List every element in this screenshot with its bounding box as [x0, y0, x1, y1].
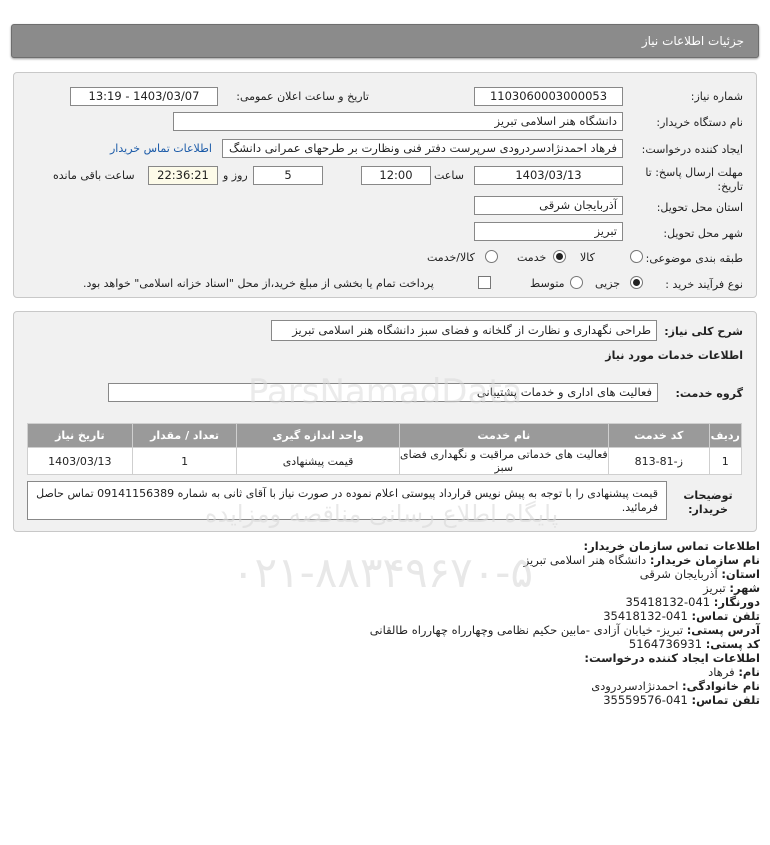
creator-phone-line: تلفن تماس: 041-35559576: [603, 693, 760, 707]
category-label: طبقه بندی موضوعی:: [645, 252, 743, 265]
category-radio-goods[interactable]: [630, 250, 643, 263]
province-field: آذربایجان شرقی: [474, 196, 623, 215]
buyer-notes-field: قیمت پیشنهادی را با توجه به پیش نویس قرارداد پیوستی اعلام نموده در صورت نیاز با آقای ثانی به شماره 09141156389 تماس حاصل فرمائید.: [27, 481, 667, 520]
cell-row: 1: [709, 448, 741, 475]
col-header-unit: واحد اندازه گیری: [237, 424, 399, 448]
category-option-goods: کالا: [580, 251, 595, 264]
table-row: [28, 448, 742, 475]
watermark-phone: ۰۲۱-۸۸۳۴۹۶۷۰-۵: [232, 548, 534, 597]
org-contact-title: اطلاعات تماس سازمان خریدار:: [583, 539, 760, 553]
deadline-label: مهلت ارسال پاسخ: تا تاریخ:: [645, 166, 743, 193]
col-header-code: کد خدمت: [609, 424, 710, 448]
deadline-date-field: 1403/03/13: [474, 166, 623, 185]
process-option-minor: جزیی: [595, 277, 621, 290]
days-remaining-field: 5: [253, 166, 323, 185]
deadline-time-field: 12:00: [361, 166, 431, 185]
org-address-line: آدرس پستی: تبریز- خیابان آزادی -مابین حکیم نظامی وچهارراه چهارراه طالقانی: [369, 623, 760, 637]
creator-label: ایجاد کننده درخواست:: [641, 143, 743, 156]
province-label: استان محل تحویل:: [656, 201, 743, 214]
announce-datetime-field: 1403/03/07 - 13:19: [70, 87, 218, 106]
time-remaining-label: ساعت باقی مانده: [53, 169, 135, 182]
buyer-notes-label: توضیحات خریدار:: [683, 489, 733, 516]
creator-field: فرهاد احمدنژادسردرودی سرپرست دفتر فنی ونظارت بر طرحهای عمرانی دانشگ: [222, 139, 623, 158]
city-field: تبریز: [474, 222, 623, 241]
treasury-checkbox[interactable]: [478, 276, 491, 289]
deadline-time-label: ساعت: [434, 169, 464, 182]
treasury-note: پرداخت تمام یا بخشی از مبلغ خرید،از محل "اسناد خزانه اسلامی" خواهد بود.: [83, 277, 434, 290]
col-header-qty: تعداد / مقدار: [132, 424, 237, 448]
summary-field: طراحی نگهداری و نظارت از گلخانه و فضای سبز دانشگاه هنر اسلامی تبریز: [271, 320, 657, 341]
col-header-row: ردیف: [709, 424, 741, 448]
cell-code: ز-81-813: [609, 448, 710, 475]
summary-label: شرح کلی نیاز:: [664, 325, 743, 338]
announce-datetime-label: تاریخ و ساعت اعلان عمومی:: [236, 90, 369, 103]
col-header-date: تاریخ نیاز: [28, 424, 133, 448]
org-fax-line: دورنگار: 041-35418132: [625, 595, 760, 609]
process-radio-medium[interactable]: [570, 276, 583, 289]
buyer-org-field: دانشگاه هنر اسلامی تبریز: [173, 112, 623, 131]
service-group-label: گروه خدمت:: [675, 387, 743, 400]
cell-unit: قیمت پیشنهادی: [237, 448, 399, 475]
org-postal-line: کد پستی: 5164736931: [628, 637, 760, 651]
org-province-line: استان: آذربایجان شرقی: [639, 567, 760, 581]
process-label: نوع فرآیند خرید :: [665, 278, 743, 291]
cell-date: 1403/03/13: [28, 448, 133, 475]
cell-name: فعالیت های خدماتی مراقبت و نگهداری فضای سبز: [400, 448, 608, 474]
category-option-service: خدمت: [517, 251, 547, 264]
days-label: روز و: [223, 169, 248, 182]
service-group-field: فعالیت های اداری و خدمات پشتیبانی: [108, 383, 658, 402]
col-header-name: نام خدمت: [399, 424, 608, 448]
process-radio-minor[interactable]: [630, 276, 643, 289]
watermark-line: پایگاه اطلاع رسانی مناقصه ومزایده: [205, 500, 559, 528]
city-label: شهر محل تحویل:: [663, 227, 743, 240]
process-option-medium: متوسط: [530, 277, 565, 290]
page-title: جزئیات اطلاعات نیاز: [641, 34, 744, 48]
creator-contact-title: اطلاعات ایجاد کننده درخواست:: [584, 651, 760, 665]
buyer-org-label: نام دستگاه خریدار:: [656, 116, 743, 129]
need-number-label: شماره نیاز:: [690, 90, 743, 103]
category-radio-goods-service[interactable]: [485, 250, 498, 263]
cell-qty: 1: [132, 448, 237, 475]
watermark-site: ParsNamadData: [248, 372, 523, 412]
need-number-field: 1103060003000053: [474, 87, 623, 106]
org-name-line: نام سازمان خریدار: دانشگاه هنر اسلامی تبریز: [523, 553, 760, 567]
creator-first-name-line: نام: فرهاد: [708, 665, 760, 679]
page-header: [11, 24, 759, 58]
org-city-line: شهر: تبریز: [703, 581, 760, 595]
time-remaining-field: 22:36:21: [148, 166, 218, 185]
services-title: اطلاعات خدمات مورد نیاز: [605, 349, 743, 362]
category-radio-service[interactable]: [553, 250, 566, 263]
services-table: [27, 423, 742, 475]
org-phone-line: تلفن تماس: 041-35418132: [603, 609, 760, 623]
category-option-goods-service: کالا/خدمت: [427, 251, 475, 264]
creator-last-name-line: نام خانوادگی: احمدنژادسردرودی: [591, 679, 760, 693]
buyer-contact-link[interactable]: اطلاعات تماس خریدار: [110, 142, 212, 155]
